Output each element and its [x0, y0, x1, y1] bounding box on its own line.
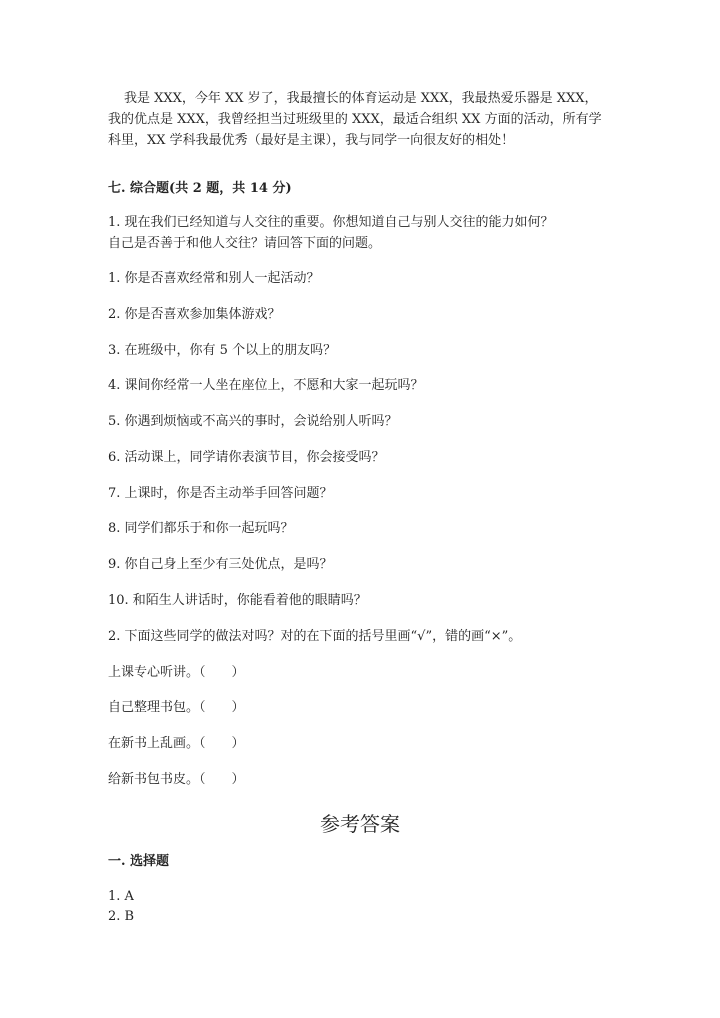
q2-item: 给新书包书皮。（ ） [108, 772, 245, 787]
q1-prompt-line2: 自己是否善于和他人交往？请回答下面的问题。 [108, 236, 382, 251]
q1-item: 6. 活动课上，同学请你表演节目，你会接受吗？ [108, 450, 385, 465]
answer-item: 2. B [108, 909, 135, 924]
q2-item: 上课专心听讲。（ ） [108, 665, 245, 680]
q1-item: 7. 上课时，你是否主动举手回答问题？ [108, 486, 333, 501]
q1-item: 5. 你遇到烦恼或不高兴的事时，会说给别人听吗？ [108, 414, 398, 429]
q2-item: 自己整理书包。（ ） [108, 700, 245, 715]
q1-item: 10. 和陌生人讲话时，你能看着他的眼睛吗？ [108, 593, 367, 608]
answer-item: 1. A [108, 889, 134, 904]
q1-prompt-line1: 1. 现在我们已经知道与人交往的重要。你想知道自己与别人交往的能力如何？ [108, 215, 554, 230]
q1-item: 2. 你是否喜欢参加集体游戏？ [108, 307, 281, 322]
q1-item: 9. 你自己身上至少有三处优点，是吗？ [108, 557, 333, 572]
answers-title: 参考答案 [320, 812, 400, 836]
intro-paragraph: 我是 XXX，今年 XX 岁了，我最擅长的体育运动是 XXX，我最热爱乐器是 XXX，我的优点是 XXX，我曾经担当过班级里的 XXX，最适合组织 XX 方面的活动，所有学科里，XX 学科我最优秀（最好是主课），我与同学一向很友好的相处！ [108, 91, 602, 148]
answers-section-1-heading: 一. 选择题 [108, 854, 170, 869]
q1-item: 4. 课间你经常一人坐在座位上，不愿和大家一起玩吗？ [108, 378, 424, 393]
section-7-heading: 七. 综合题(共 2 题，共 14 分) [108, 181, 292, 196]
q1-item: 3. 在班级中，你有 5 个以上的朋友吗？ [108, 343, 337, 358]
q1-item: 1. 你是否喜欢经常和别人一起活动？ [108, 271, 320, 286]
q1-item: 8. 同学们都乐于和你一起玩吗？ [108, 521, 294, 536]
q2-item: 在新书上乱画。（ ） [108, 736, 245, 751]
q2-prompt: 2. 下面这些同学的做法对吗？对的在下面的括号里画“√”，错的画“×”。 [108, 629, 522, 644]
